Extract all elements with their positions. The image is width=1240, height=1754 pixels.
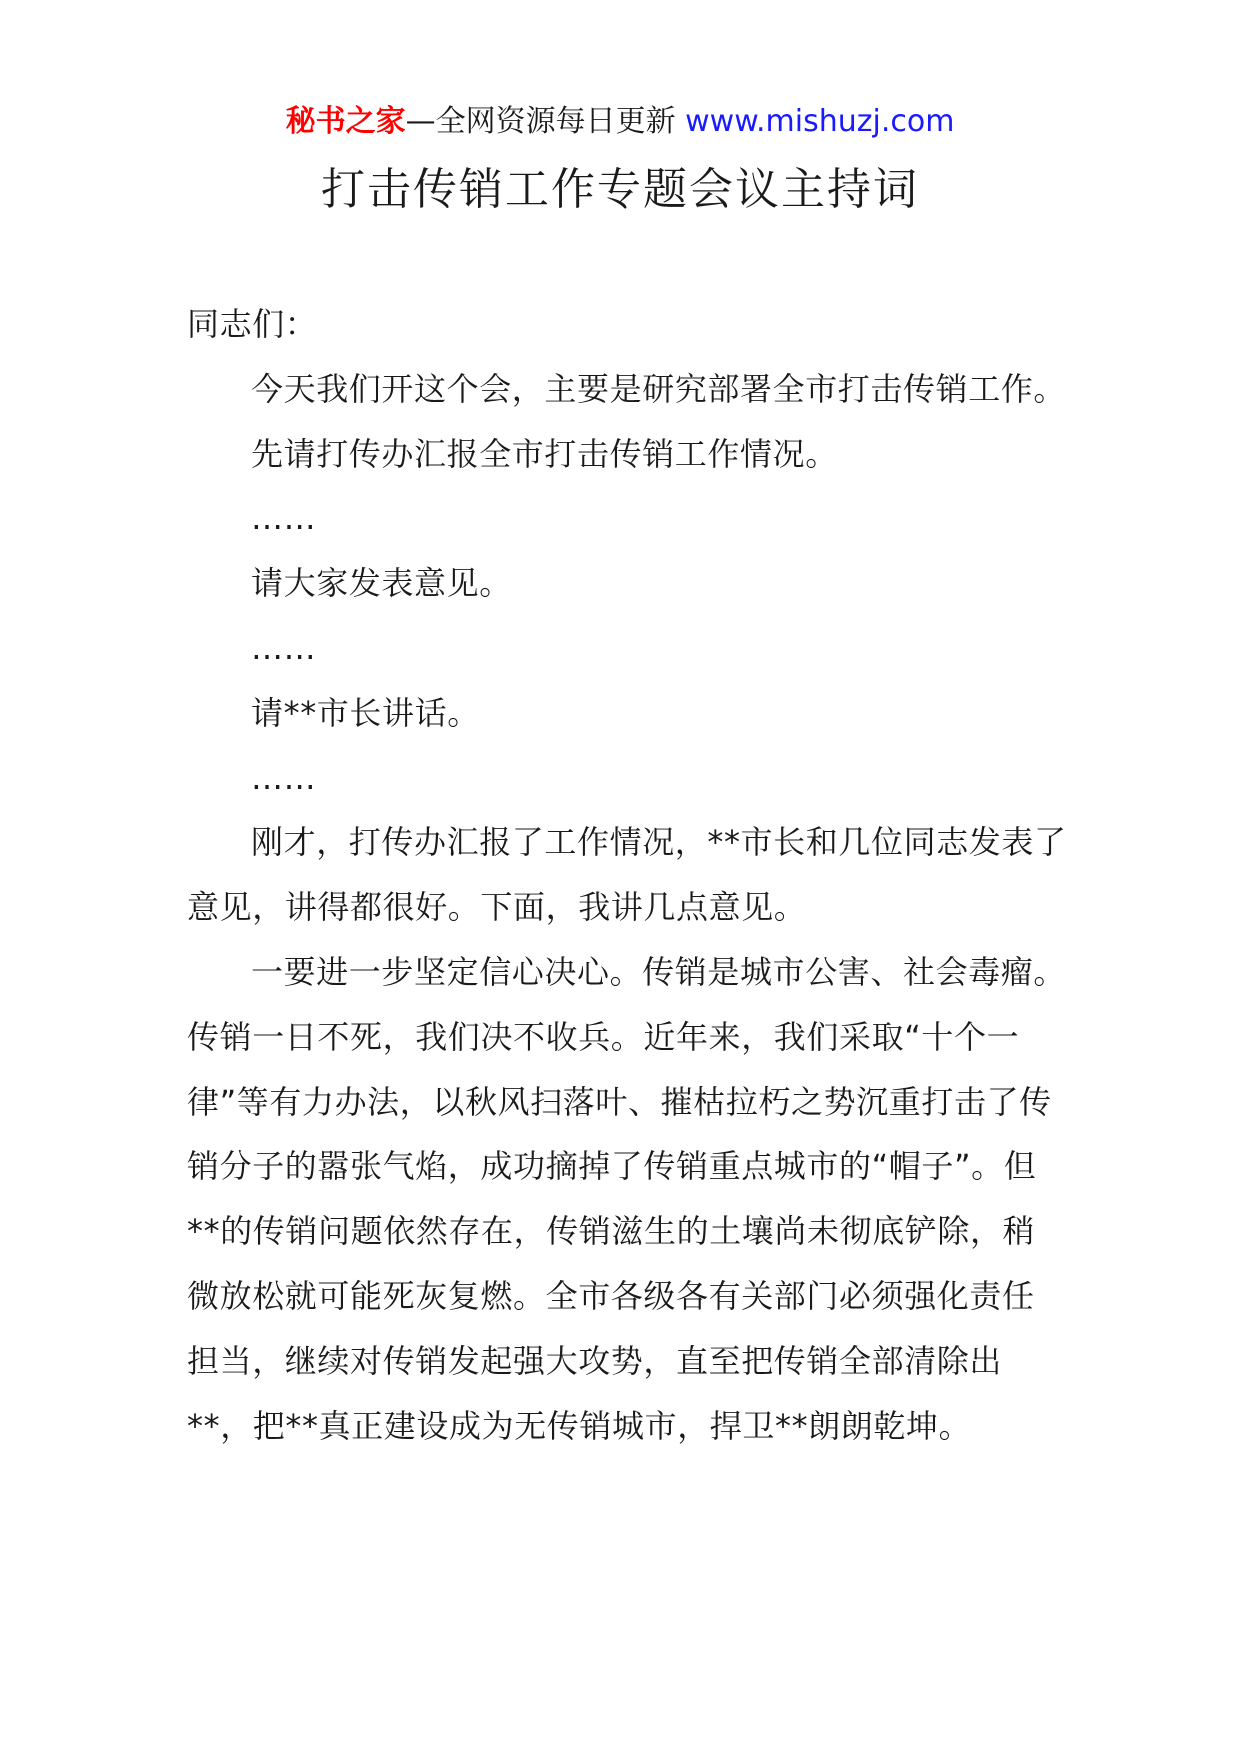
paragraph: 请大家发表意见。 [251, 564, 512, 603]
ellipsis-line: …… [251, 499, 317, 538]
ellipsis-line: …… [251, 758, 317, 797]
paragraph: 一要进一步坚定信心决心。传销是城市公害、社会毒瘤。传销一日不死，我们决不收兵。近年来，我们采取“十个一律”等有力办法，以秋风扫落叶、摧枯拉朽之势沉重打击了传销分子的嚣张气焰，成功摘掉了传销重点城市的“帽子”。但**的传销问题依然存在，传销滋生的土壤尚未彻底铲除，稍微放松就可能死灰复燃。全市各级各有关部门必须强化责任担当，继续对传销发起强大攻势，直至把传销全部清除出**，把**真正建设成为无传销城市，捍卫**朗朗乾坤。 [187, 952, 1067, 1445]
paragraph: 今天我们开这个会，主要是研究部署全市打击传销工作。 [251, 369, 1067, 408]
brand-name: 秘书之家 [285, 104, 406, 139]
site-url[interactable]: www.mishuzj.com [685, 104, 955, 139]
salutation: 同志们： [187, 305, 318, 343]
site-header [0, 100, 1240, 144]
paragraph: 刚才，打传办汇报了工作情况，**市长和几位同志发表了意见，讲得都很好。下面，我讲几点意见。 [187, 823, 1067, 927]
document-body [187, 292, 1067, 1458]
paragraph: 请**市长讲话。 [251, 693, 480, 732]
paragraph: 先请打传办汇报全市打击传销工作情况。 [251, 434, 838, 473]
document-title: 打击传销工作专题会议主持词 [321, 164, 919, 215]
header-tagline: —全网资源每日更新 [405, 104, 686, 139]
ellipsis-line: …… [251, 628, 317, 667]
